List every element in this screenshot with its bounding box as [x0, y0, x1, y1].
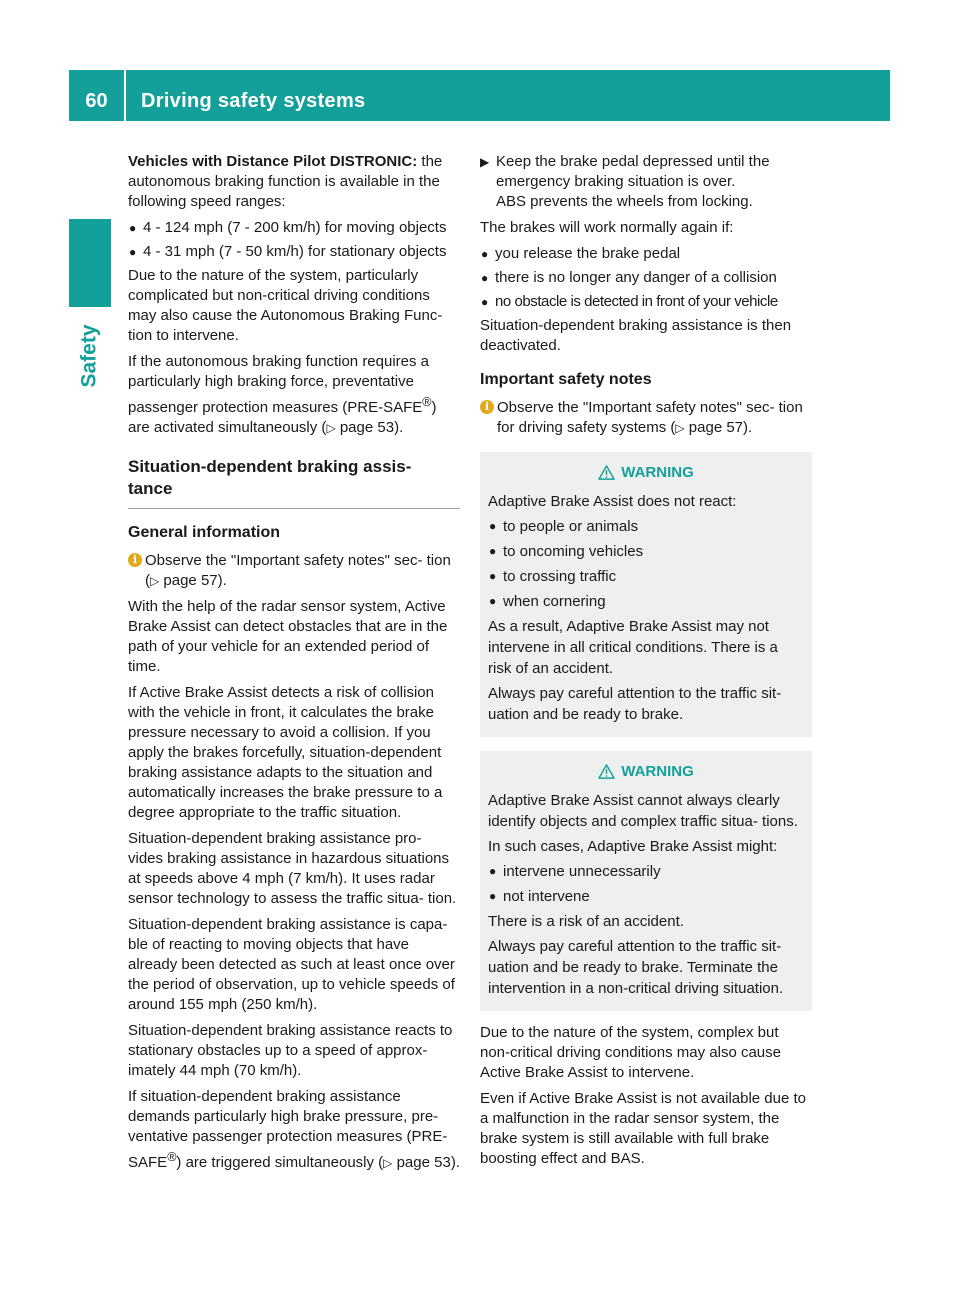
malfunction-paragraph: Even if Active Brake Assist is not available due to a malfunction in the radar sensor system, the brake system is still available with full brake boosting effect and BAS.	[480, 1090, 807, 1167]
warning-heading	[488, 462, 804, 483]
stationary-paragraph: Situation-dependent braking assistance reacts to stationary obstacles up to a speed of approx- imately 44 mph (70 km/h).	[128, 1022, 453, 1079]
bullet-icon: ●	[489, 569, 497, 583]
warning-risk: There is a risk of an accident.	[488, 913, 684, 930]
pre-safe-text: If the autonomous braking function requires a particularly high braking force, preventative passenger protection measures (PRE-SAFE	[128, 353, 430, 416]
warning-list	[488, 516, 804, 612]
hazard-paragraph: Situation-dependent braking assistance pro- vides braking assistance in hazardous situations at speeds above 4 mph (7 km/h). It uses radar sensor technology to assess the traffic situa- tion.	[128, 830, 457, 907]
speed-range-list	[128, 218, 460, 262]
demand-paragraph	[128, 1087, 460, 1173]
registered-mark: ®	[422, 395, 432, 409]
bullet-icon: ●	[489, 519, 497, 533]
nature-paragraph: Due to the nature of the system, particularly complicated but non-critical driving conditions may also cause the Autonomous Braking Func- tion to intervene.	[128, 267, 443, 344]
info-icon: i	[480, 400, 494, 414]
page-link[interactable]: page 53	[396, 1154, 451, 1171]
list-item	[488, 861, 804, 882]
list-item-text: to people or animals	[503, 518, 639, 535]
warning-box	[480, 751, 812, 1011]
bullet-icon: ●	[489, 594, 497, 608]
distronic-paragraph	[128, 152, 460, 212]
warning-heading	[488, 761, 804, 782]
demand-text: ) are triggered simultaneously (	[176, 1154, 384, 1171]
instruction-result: ABS prevents the wheels from locking.	[496, 193, 753, 210]
info-text: Observe the "Important safety notes" sec- tion for driving safety systems (	[497, 399, 803, 436]
side-tab-label: Safety	[78, 324, 101, 388]
warning-intro: Adaptive Brake Assist does not react:	[488, 493, 737, 510]
moving-paragraph: Situation-dependent braking assistance is capa- ble of reacting to moving objects that have already been detected as such at least once over the period of observation, up to vehicle speeds of around 155 mph (250 km/h).	[128, 916, 455, 1013]
distronic-text: the autonomous braking function is available in the following speed ranges:	[128, 153, 443, 210]
list-item	[488, 541, 804, 562]
collision-paragraph: If Active Brake Assist detects a risk of collision with the vehicle in front, it calculates the brake pressure necessary to avoid a collision. If you apply the brakes forcefully, situation-dependent braking assistance adapts to the situation and automatically increases the brake pressure to a degree appropriate to the traffic situation.	[128, 684, 443, 821]
warning-triangle-icon	[598, 465, 615, 480]
bullet-icon: ●	[489, 889, 497, 903]
page-ref-icon: ▷	[150, 574, 160, 588]
page-link[interactable]: page 57	[163, 572, 218, 589]
radar-paragraph: With the help of the radar sensor system, Active Brake Assist can detect obstacles that are in the path of your vehicle for an extended period of time.	[128, 598, 448, 675]
warning-advice: Always pay careful attention to the traffic sit- uation and be ready to brake. Terminate the intervention in a non-critical driving situation.	[488, 938, 784, 997]
list-item	[128, 242, 460, 262]
demand-text: If situation-dependent braking assistance demands particularly high brake pressure, pre- ventative passenger protection measures (PRE- SAFE	[128, 1088, 448, 1171]
page-ref-icon: ▷	[326, 421, 336, 435]
list-item-text: you release the brake pedal	[495, 245, 681, 262]
normal-again-paragraph: The brakes will work normally again if:	[480, 219, 734, 236]
section-title: Situation-dependent braking assis- tance	[128, 456, 460, 509]
pre-safe-text: ) are activated simultaneously (	[128, 399, 437, 436]
instruction-step	[480, 152, 812, 212]
list-item-text: no obstacle is detected in front of your vehicle	[495, 293, 778, 310]
page-number: 60	[85, 90, 108, 112]
registered-mark: ®	[167, 1150, 177, 1164]
pre-safe-paragraph	[128, 352, 460, 438]
warning-label: WARNING	[621, 763, 694, 780]
demand-text: ).	[450, 1154, 460, 1171]
list-item-text: 4 - 31 mph (7 - 50 km/h) for stationary objects	[143, 243, 447, 260]
warning-box	[480, 452, 812, 737]
warning-result: As a result, Adaptive Brake Assist may not intervene in all critical conditions. There is a risk of an accident.	[488, 618, 778, 677]
list-item	[480, 268, 812, 288]
left-column	[128, 152, 460, 1179]
info-text: ).	[743, 419, 753, 436]
warning-triangle-icon	[598, 764, 615, 779]
header-divider	[124, 70, 126, 121]
complex-paragraph: Due to the nature of the system, complex but non-critical driving conditions may also cause Active Brake Assist to intervene.	[480, 1024, 781, 1081]
deactivated-paragraph: Situation-dependent braking assistance is then deactivated.	[480, 317, 792, 354]
bullet-icon: ●	[481, 271, 489, 285]
bullet-icon: ●	[489, 864, 497, 878]
info-text: Observe the "Important safety notes" sec- tion (	[145, 552, 451, 589]
warning-advice: Always pay careful attention to the traffic sit- uation and be ready to brake.	[488, 685, 782, 723]
list-item-text: there is no longer any danger of a collision	[495, 269, 777, 286]
info-text: ).	[217, 572, 227, 589]
page-header	[69, 70, 890, 121]
list-item	[480, 244, 812, 264]
list-item	[488, 591, 804, 612]
distronic-lead: Vehicles with Distance Pilot DISTRONIC:	[128, 153, 418, 170]
subsection-title: General information	[128, 524, 281, 541]
list-item-text: not intervene	[503, 888, 590, 905]
arrow-icon: ▶	[480, 155, 490, 169]
list-item-text: 4 - 124 mph (7 - 200 km/h) for moving objects	[143, 219, 447, 236]
instruction-text: Keep the brake pedal depressed until the emergency braking situation is over.	[496, 153, 770, 190]
subsection-title: Important safety notes	[480, 371, 652, 388]
right-column	[480, 152, 812, 1175]
bullet-icon: ●	[129, 221, 137, 235]
page-link[interactable]: page 57	[688, 419, 744, 436]
normal-conditions-list	[480, 244, 812, 312]
list-item-text: when cornering	[503, 593, 606, 610]
pre-safe-text: ).	[394, 419, 404, 436]
page-ref-icon: ▷	[383, 1156, 393, 1170]
bullet-icon: ●	[481, 295, 488, 309]
bullet-icon: ●	[481, 247, 489, 261]
warning-label: WARNING	[621, 464, 694, 481]
list-item	[488, 886, 804, 907]
list-item	[480, 292, 812, 312]
list-item	[488, 566, 804, 587]
side-tab-marker	[69, 219, 111, 307]
page-link[interactable]: page 53	[339, 419, 395, 436]
warning-list	[488, 861, 804, 907]
list-item-text: to oncoming vehicles	[503, 543, 644, 560]
info-note	[128, 551, 460, 591]
bullet-icon: ●	[129, 245, 137, 259]
list-item	[488, 516, 804, 537]
warning-might: In such cases, Adaptive Brake Assist might:	[488, 838, 778, 855]
page-ref-icon: ▷	[675, 421, 685, 435]
bullet-icon: ●	[489, 544, 497, 558]
list-item-text: intervene unnecessarily	[503, 863, 661, 880]
side-tab	[70, 316, 110, 396]
info-icon: i	[128, 553, 142, 567]
chapter-title: Driving safety systems	[141, 90, 366, 112]
warning-intro: Adaptive Brake Assist cannot always clearly identify objects and complex traffic situa- tions.	[488, 792, 798, 830]
list-item	[128, 218, 460, 238]
info-note	[480, 398, 812, 438]
list-item-text: to crossing traffic	[503, 568, 617, 585]
